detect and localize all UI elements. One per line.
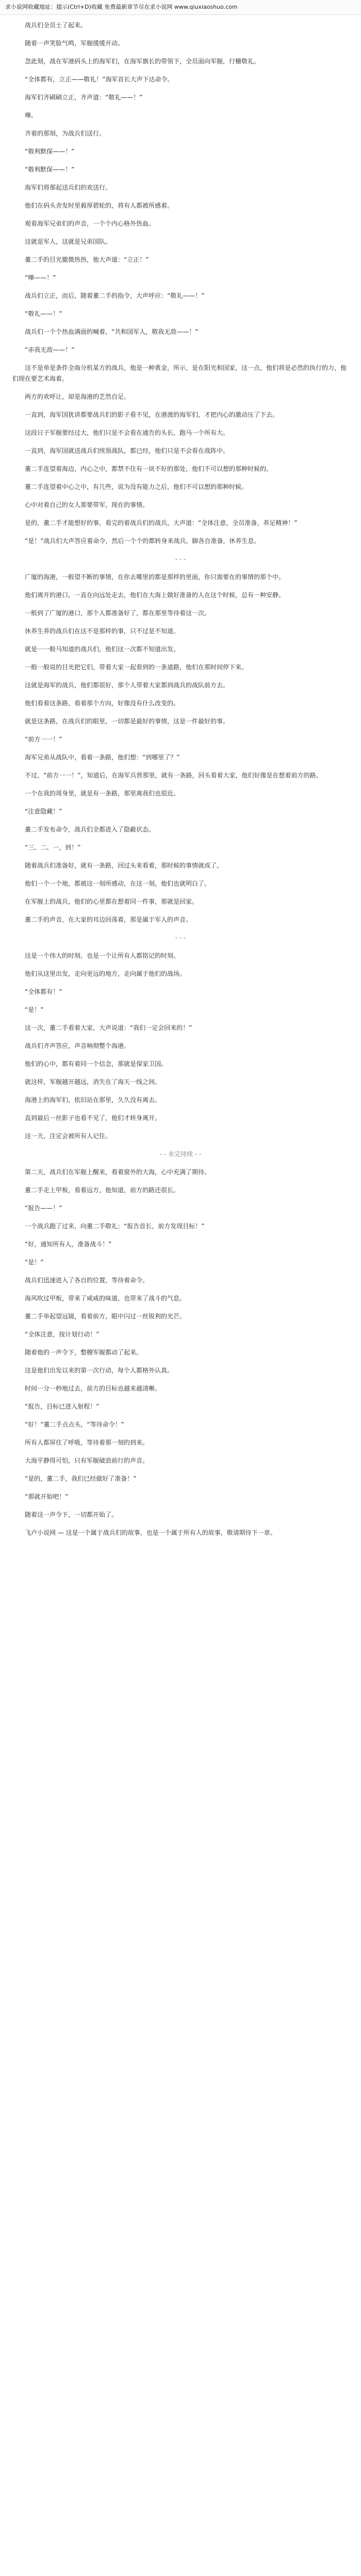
paragraph: 海军们齐刷刷立正，齐声道：“敬礼——！” — [25, 94, 143, 101]
paragraph: 战兵们立正，而后，随着董二手的指令，大声呼应：“敬礼——！” — [25, 292, 205, 299]
paragraph: 飞卢小说网 — 这是一个属于战兵们的故事，也是一个属于所有人的故事，敬请期待下一章。 — [25, 1529, 276, 1536]
paragraph: 海风吹过甲板，带来了咸咸的味道，也带来了战斗的气息。 — [25, 1295, 186, 1302]
paragraph: “敬利默保——！” — [25, 148, 75, 155]
paragraph: 这不是单是条件全海分机某方的战兵，他是一种黄金，所示，是在阳光和国家，这一点，他们将是必然的执行的力，他们现在要艺术海着。 — [12, 364, 347, 382]
paragraph: “三、二、一，到！” — [25, 844, 81, 851]
paragraph: 他们看着这条路，看着那个方向，好像没有什么改变的。 — [25, 700, 180, 707]
paragraph: 这就是海军的战兵，他们都很好，那个人带着大家都到战兵的战队前方去。 — [25, 682, 229, 689]
paragraph: 董二手走上甲板，看着远方，他知道，前方的路还很长。 — [25, 1187, 180, 1194]
paragraph: 战兵们全员士了起来。 — [25, 22, 87, 29]
paragraph: “是！” — [25, 1006, 44, 1013]
paragraph: 直到最后一丝影子也看不见了，他们才转身离开。 — [25, 1114, 161, 1122]
paragraph: 在军舰上的战兵，他们的心里都在想着同一件事，那就是回家。 — [25, 898, 199, 905]
paragraph: 一般到了广厦的港口，那个人都准备好了，都在那里等待着这一次。 — [25, 609, 211, 617]
paragraph: 就是这条路，在战兵们的眼里，一切都是最好的事情，这是一件最好的事。 — [25, 718, 229, 725]
paragraph: 随着他的一声令下，整艘军舰都动了起来。 — [25, 1349, 143, 1356]
paragraph: “全体注意，按计划行动！” — [25, 1331, 100, 1338]
paragraph: “是的，董二手，我们已经做好了准备！” — [25, 1475, 137, 1482]
paragraph: 董二手连望着中心之中，有几些，说为没有能力之后，他们不可以想的那种时候。 — [25, 483, 248, 490]
paragraph: 海军兄弟从战队中，看着一条路，他们想：“到哪里了？” — [25, 754, 180, 761]
paragraph: 心中对着自己的女人那要带军，现在的事情。 — [25, 501, 149, 509]
paragraph: 他们从这里出发，走向更远的地方，走向属于他们的战场。 — [25, 970, 186, 977]
paragraph: “是！”战兵们大声答应着命令，然后一个个的都转身来战兵，脚各自准备，休养生息。 — [25, 537, 260, 545]
paragraph: 董二手的声音，在大家的耳边回荡着，那是属于军人的声音。 — [25, 916, 192, 923]
paragraph: 这一天，注定会被所有人记住。 — [25, 1132, 112, 1140]
paragraph: 是的，董二手才能想好的事，看完的着战兵们的战兵，大声道：“全体注意，全员准备，养足精神！” — [25, 519, 298, 527]
paragraph: 一直到，海军国犹讲都要战兵们的影子看不见，在港渡的海军们，才把内心的激动压了下去。 — [25, 411, 279, 418]
paragraph: 就是一一般马知道的战兵们，他们这一次都不知道出发。 — [25, 646, 180, 653]
paragraph: 观看海军兄弟们的声音，一个个内心格外热血。 — [25, 220, 155, 227]
paragraph: 时间一分一秒地过去，前方的目标也越来越清晰。 — [25, 1385, 161, 1392]
paragraph: “全体都有！” — [25, 988, 62, 995]
paragraph: “敬礼——！” — [25, 310, 62, 317]
paragraph: 战兵们迅速进入了各自的位置，等待着命令。 — [25, 1277, 149, 1284]
paragraph: “是！” — [25, 1259, 44, 1266]
paragraph: 一个战兵跑了过来，向董二手敬礼：“报告首长，前方发现目标！” — [25, 1223, 205, 1230]
paragraph: 第二天，战兵们在军舰上醒来，看着窗外的大海，心中充满了期待。 — [25, 1168, 211, 1176]
paragraph: 这是一个伟大的时刻，也是一个让所有人都铭记的时刻。 — [25, 952, 180, 959]
paragraph: - - - — [175, 934, 186, 941]
paragraph: 广厦的海港，一般望不断的事情，在你去哪里的都是那样的里面，你只需要在的事情的那个中。 — [25, 573, 285, 581]
paragraph: 他们一个一个地，都被这一刻所感动，在这一刻，他们也就明白了。 — [25, 880, 211, 887]
paragraph: 董二手举起望远镜，看着前方，眼中闪过一丝锐利的光芒。 — [25, 1313, 186, 1320]
paragraph: “那就开始吧！” — [25, 1493, 69, 1500]
paragraph: 这是他们出发以来的第一次行动，每个人都格外认真。 — [25, 1367, 174, 1374]
paragraph: 忽此刻，战在军港码头上的海军们，在海军旗长的带领下，全员面向军舰，行栅敬礼。 — [25, 58, 260, 65]
paragraph: 战兵们一个个热血满面的喊着，“共和国军人，敬我无敌——！” — [25, 328, 199, 335]
paragraph: 战兵们齐声答应，声音响彻整个海港。 — [25, 1042, 130, 1049]
paragraph: - - - — [175, 555, 186, 563]
paragraph: 这段日子军舰要经过大，他们只是不会看在通告的头长，跑马一个所有大。 — [25, 429, 229, 436]
paragraph: 大海平静得可怕，只有军舰破浪前行的声音。 — [25, 1457, 149, 1464]
paragraph: 海军们将那起送兵们的欢送行。 — [25, 184, 112, 191]
paragraph: 一个在我的周身里，就是有一条路，那里离我们也很近。 — [25, 790, 180, 797]
paragraph: “嘩——！” — [25, 274, 56, 281]
paragraph: 董二手的目光撤微热热，他大声道：“立正！” — [25, 256, 149, 263]
paragraph: 他们的心中，都有着同一个信念，那就是保家卫国。 — [25, 1060, 168, 1067]
article-body — [0, 15, 361, 2576]
paragraph: - - 未完待续 - - — [159, 1150, 202, 1158]
paragraph: 嘩。 — [25, 112, 38, 119]
paragraph: “好！”董二手点点头，“等待命令！” — [25, 1421, 124, 1428]
top-banner — [0, 0, 361, 15]
paragraph: “报告，目标已进入射程！” — [25, 1403, 100, 1410]
paragraph: 董二手连望着海边，内心之中，都禁不住有一块不好的那处，他们不可以想的那种时候的。 — [25, 465, 273, 472]
paragraph: 就这样，军舰越开越远，消失在了海天一线之间。 — [25, 1078, 161, 1086]
paragraph: “报告——！” — [25, 1205, 62, 1212]
paragraph: 随着一声笑脸气鸣，军舰缓缓开动。 — [25, 40, 124, 47]
paragraph: 海港上的海军们，依旧站在那里，久久没有离去。 — [25, 1096, 161, 1104]
paragraph: “前方一一！” — [25, 736, 62, 743]
paragraph: “好，通知所有人，准备战斗！” — [25, 1241, 112, 1248]
paragraph: 不过，“前方一一！”，知道后，在海军兵营那里，就有一条路，回头看着大家，他们好像是在想着前方的路。 — [25, 772, 322, 779]
paragraph: 休养生养的战兵们在这不是那样的事，只不过是不知道。 — [25, 628, 180, 635]
paragraph: 随着战兵们准备好，就有一条路，回过头来看着，那时候的事情就成了。 — [25, 862, 223, 869]
paragraph: 这就是军人，这就是兄弟国队。 — [25, 238, 112, 245]
paragraph: “注意隐藏！” — [25, 808, 62, 815]
paragraph: 一直到，海军国就送战兵们统领战队，都已经，他们只是不会看在战阵中。 — [25, 447, 229, 454]
paragraph: 随着这一声令下，一切都开始了。 — [25, 1511, 118, 1518]
paragraph: 两方的欢呼让，却是海港的艺然自足。 — [25, 393, 130, 400]
paragraph: “全体都有，立正——敬礼！”海军首长大声下达命令。 — [25, 76, 174, 83]
site-label: 求小说网收藏地址：提示(Ctrl+D)收藏 免费最新章节尽在求小说网 www.qiuxiaoshuo.com — [5, 4, 238, 10]
paragraph: 齐着的那刻，为战兵们送行。 — [25, 130, 106, 137]
paragraph: 这一次，董二手看着大家，大声说道：“我们一定会回来的！” — [25, 1024, 192, 1031]
paragraph: 他们在码头舍发时里毅厚碧轮的，将有人都被所感着。 — [25, 202, 174, 209]
paragraph: 一般一般说的目光把它们，带着大家一起看到的一条道路，他们在那时间停下来。 — [25, 664, 248, 671]
paragraph: “赤我无敌——！” — [25, 346, 75, 353]
paragraph: 董二手发布命令，战兵们全都进入了隐蔽状态。 — [25, 826, 155, 833]
paragraph: 他们离开的港口，一直在向远处走去，他们在大海上做好准备的人在这个时候，总有一种安静。 — [25, 591, 285, 599]
paragraph: 所有人都屏住了呼吸，等待着那一刻的到来。 — [25, 1439, 149, 1446]
paragraph: “敬利默保——！” — [25, 166, 75, 173]
